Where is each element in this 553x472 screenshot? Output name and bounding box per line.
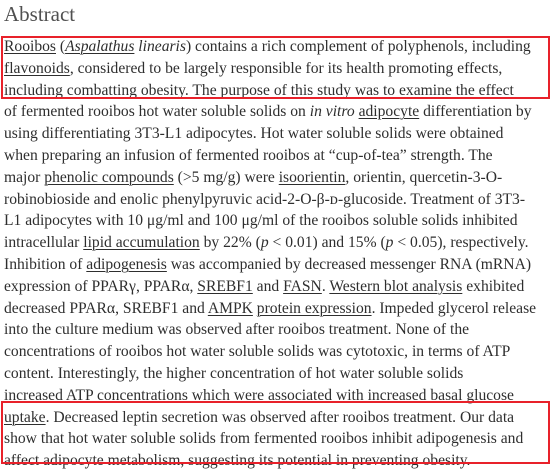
abstract-text-segment: . Decreased leptin secretion was observed after rooibos treatment. Our data [45,408,515,426]
abstract-text-segment: including combatting obesity. The purpose of this study was to examine the effect [4,81,514,99]
abstract-text-segment: p [385,234,394,252]
abstract-line [4,36,551,58]
abstract-line [4,407,551,429]
abstract-text-segment: , considered to be largely responsible for its health promoting effects, [69,59,503,77]
abstract-text-segment: into the culture medium was observed after rooibos treatment. None of the [4,321,470,339]
abstract-line [4,80,551,102]
abstract-text-segment: content. Interestingly, the higher concentration of hot water soluble solids [4,364,464,382]
term-link[interactable]: phenolic compounds [44,168,174,186]
term-link[interactable]: Western blot analysis [329,277,463,295]
abstract-text-segment: by 22% ( [199,234,261,252]
abstract-line [4,101,551,123]
abstract-text-segment: ) contains a rich complement of polyphenols, including [185,38,531,55]
abstract-text-segment: linearis [134,38,186,55]
term-link[interactable]: FASN [283,277,322,295]
abstract-line [4,319,551,341]
abstract-line [4,189,551,211]
abstract-text-segment: was accompanied by decreased messenger RNA (mRNA) [166,255,532,273]
term-link[interactable]: adipogenesis [86,255,167,273]
abstract-text-segment: concentrations of rooibos hot water soluble solids was cytotoxic, in terms of ATP [4,343,511,361]
abstract-text-segment: major [4,168,45,186]
abstract-body [4,36,551,472]
term-link[interactable]: Aspalathus [65,38,135,55]
abstract-text-segment: exhibited [462,277,525,295]
abstract-text-segment: increased ATP concentrations which were associated with increased basal [4,386,467,404]
abstract-line [4,450,551,472]
abstract-text-segment: ( [56,38,66,55]
abstract-text-segment: decreased PPARα, SREBF1 and [4,299,208,317]
abstract-text-segment: robinobioside and enolic phenylpyruvic acid-2-O-β-ᴅ-glucoside. Treatment of 3T3- [4,190,526,208]
abstract-heading: Abstract [4,2,76,26]
abstract-text-segment: . Impeded glycerol release [371,299,537,317]
abstract-text-segment: and [252,277,284,295]
abstract-text-segment: L1 adipocytes with 10 μg/ml and 100 μg/ml of the rooibos soluble solids inhibited [4,212,518,230]
term-link[interactable]: glucose [466,386,514,404]
abstract-line [4,276,551,298]
term-link[interactable]: protein expression [256,299,372,317]
abstract-line [4,341,551,363]
term-link[interactable]: flavonoids [4,59,70,77]
abstract-line [4,145,551,167]
abstract-line [4,167,551,189]
abstract-text-segment: < 0.01) and 15% ( [268,234,386,252]
abstract-text-segment: p [260,234,269,252]
term-link[interactable]: adipocyte [358,103,420,121]
abstract-text-segment: show that hot water soluble solids from fermented rooibos inhibit adipogenesis and [4,430,524,448]
abstract-line [4,385,551,407]
abstract-text-segment: Inhibition of [4,255,87,273]
abstract-line [4,58,551,80]
term-link[interactable]: isoorientin [278,168,346,186]
abstract-text-segment: (>5 mg/g) were [173,168,279,186]
abstract-text-segment: affect adipocyte metabolism, suggesting its potential in preventing obesity. [4,452,471,470]
abstract-text-segment: intracellular [4,234,84,252]
abstract-text-segment: using differentiating 3T3-L1 adipocytes. Hot water soluble solids were obtained [4,125,504,143]
term-link[interactable]: AMPK [207,299,253,317]
term-link[interactable]: Rooibos [4,38,56,55]
abstract-text-segment: . [321,277,330,295]
abstract-line [4,298,551,320]
abstract-text-segment: of fermented rooibos hot water soluble solids on [4,103,310,121]
abstract-text-segment: expression of PPARγ, PPARα, [4,277,198,295]
abstract-line [4,428,551,450]
abstract-text-segment: differentiation by [419,103,532,121]
term-link[interactable]: SREBF1 [197,277,253,295]
abstract-line [4,363,551,385]
abstract-text-segment: , orientin, quercetin-3-O- [345,168,503,186]
abstract-line [4,254,551,276]
abstract-text-segment: in vitro [309,103,355,121]
term-link[interactable]: uptake [4,408,46,426]
abstract-line [4,123,551,145]
abstract-text-segment: when preparing an infusion of fermented rooibos at “cup-of-tea” strength. The [4,146,493,164]
term-link[interactable]: lipid accumulation [83,234,200,252]
abstract-line [4,232,551,254]
abstract-text-segment: < 0.05), respectively. [393,234,529,252]
abstract-line [4,210,551,232]
